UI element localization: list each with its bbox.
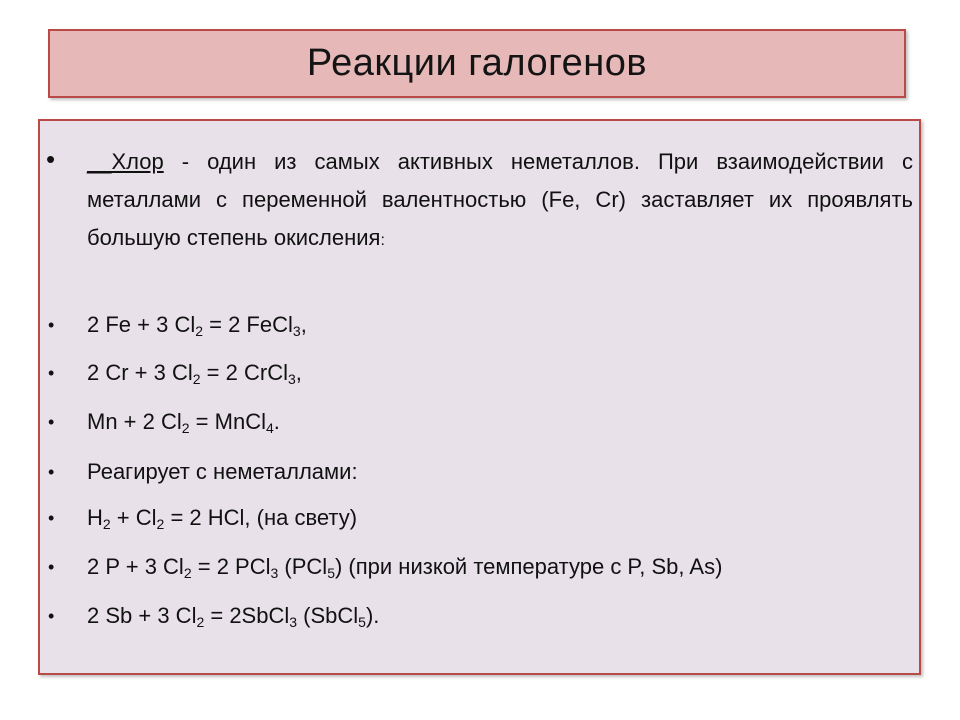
bullet-icon: • bbox=[48, 462, 55, 482]
bullet-icon: • bbox=[48, 557, 55, 577]
bullet-icon: • bbox=[46, 144, 56, 174]
equation-fe: 2 Fe + 3 $Cl_2 = 2$ FeCl$_3$, bbox=[87, 312, 307, 339]
equation-sb: 2 Sb + 3 $Cl_2$ = 2SbCl$_3$ (SbCl$_5$). bbox=[87, 603, 380, 630]
equation-cr: 2 Cr + 3 $Cl_2 = 2$ CrCl$_3$, bbox=[87, 360, 302, 387]
bullet-icon: • bbox=[48, 315, 55, 335]
bullet-icon: • bbox=[48, 363, 55, 383]
intro-colon: : bbox=[380, 232, 385, 249]
equation-mn: Mn + 2 $Cl_2$ = MnCl$_4$. bbox=[87, 409, 280, 436]
intro-paragraph bbox=[87, 143, 913, 260]
title-box bbox=[48, 29, 906, 98]
bullet-icon: • bbox=[48, 606, 55, 626]
intro-text: - один из самых активных неметаллов. При взаимодействии с металлами с переменной валентностью (Fe, Cr) заставляет их проявлять большую степень окисления bbox=[87, 149, 913, 250]
equation-h2: $H_2 + Cl_2 = 2$ HCl, (на свету) bbox=[87, 505, 358, 532]
equation-p: 2 P + 3 $Cl_2 = 2$ PCl$_3$ (PCl$_5$) (при низкой температуре с P, Sb, As) bbox=[87, 554, 723, 581]
bullet-icon: • bbox=[48, 508, 55, 528]
slide-title: Реакции галогенов bbox=[306, 42, 648, 84]
chlorine-word: __Хлор bbox=[87, 149, 164, 174]
bullet-icon: • bbox=[48, 412, 55, 432]
content-box bbox=[38, 119, 921, 675]
nonmetals-heading: Реагирует с неметаллами: bbox=[87, 459, 358, 484]
